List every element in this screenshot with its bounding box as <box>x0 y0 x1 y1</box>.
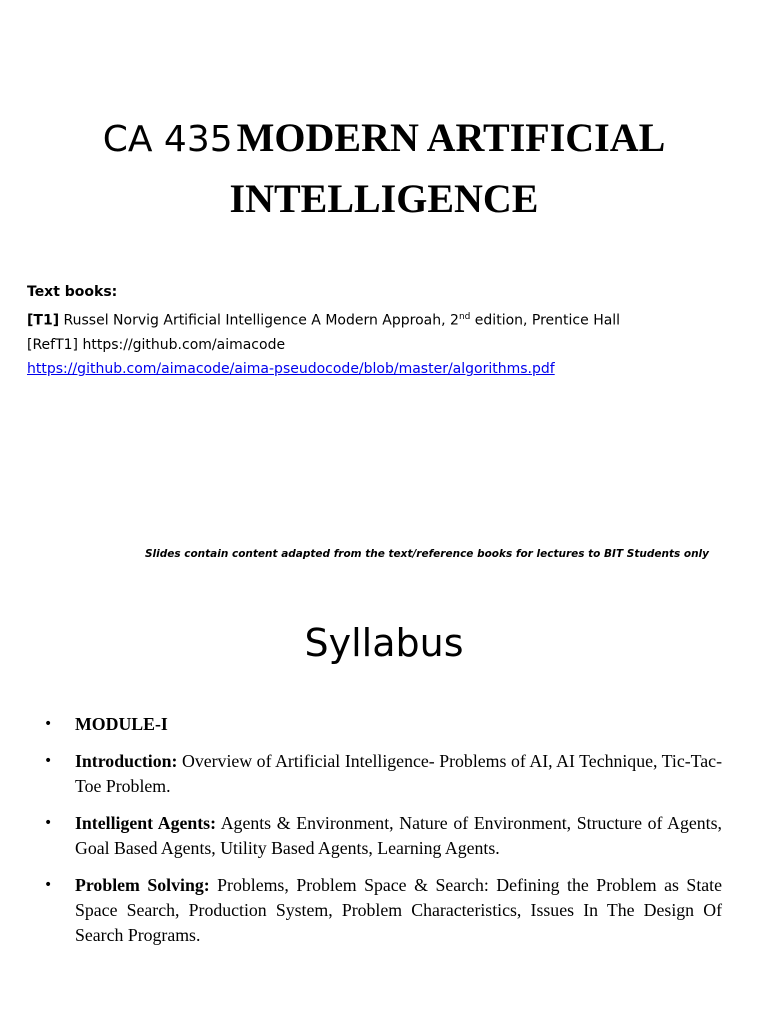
t1-text-end: edition, Prentice Hall <box>470 312 621 329</box>
item-text: Agents & Environment, Nature of Environment, Structure of Agents, Goal Based Agents, Utility Based Agents, Learning Agents. <box>75 813 722 858</box>
list-item <box>0 811 722 861</box>
syllabus-title: Syllabus <box>304 621 464 665</box>
list-item <box>0 873 722 948</box>
list-item <box>0 712 722 737</box>
bullet-icon: • <box>44 877 53 893</box>
item-text: Problems, Problem Space & Search: Defining the Problem as State Space Search, Production System, Problem Characteristics, Issues In The Design Of Search Programs. <box>75 875 722 945</box>
textbook-t1 <box>27 305 747 333</box>
bullet-icon: • <box>44 716 53 732</box>
syllabus-slide <box>0 576 768 1024</box>
course-title-line1 <box>0 112 768 173</box>
syllabus-list <box>0 712 768 960</box>
reference-reft1: [RefT1] https://github.com/aimacode <box>27 336 286 353</box>
item-heading: Problem Solving: <box>75 875 210 895</box>
t1-superscript: nd <box>458 311 471 322</box>
textbook-references <box>27 280 747 382</box>
list-item <box>0 749 722 799</box>
t1-text: Russel Norvig Artificial Intelligence A Modern Approah, 2 <box>59 312 459 329</box>
item-heading: Introduction: <box>75 751 178 771</box>
adaptation-note: Slides contain content adapted from the text/reference books for lectures to BIT Students only <box>144 548 709 560</box>
algorithms-pdf-link[interactable]: https://github.com/aimacode/aima-pseudocode/blob/master/algorithms.pdf <box>27 361 555 378</box>
item-heading: Intelligent Agents: <box>75 813 217 833</box>
course-name-part2: INTELLIGENCE <box>229 176 539 221</box>
course-title <box>0 112 768 225</box>
textbooks-label: Text books: <box>27 284 118 300</box>
course-code: CA 435 <box>102 119 233 160</box>
item-text: Overview of Artificial Intelligence- Problems of AI, AI Technique, Tic-Tac-Toe Problem. <box>75 751 722 796</box>
item-heading: MODULE-I <box>75 714 168 734</box>
bullet-icon: • <box>44 753 53 769</box>
t1-tag: [T1] <box>27 312 60 329</box>
bullet-icon: • <box>44 815 53 831</box>
course-name-part1: MODERN ARTIFICIAL <box>236 115 666 160</box>
